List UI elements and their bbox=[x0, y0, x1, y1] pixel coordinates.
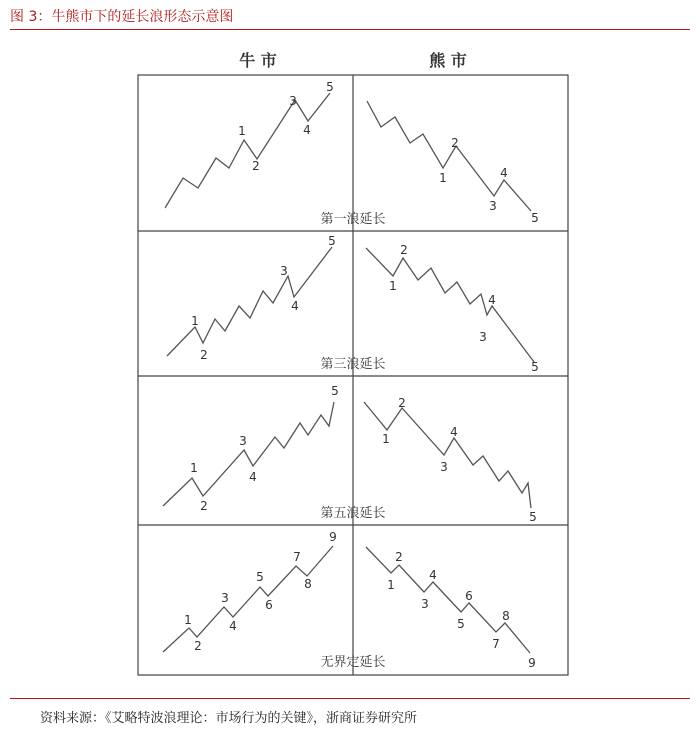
wave-label: 2 bbox=[451, 136, 459, 150]
wave-label: 2 bbox=[200, 499, 208, 513]
wave-label: 4 bbox=[291, 299, 299, 313]
wave-label: 9 bbox=[329, 530, 337, 544]
wave-label: 2 bbox=[400, 243, 408, 257]
wave-label: 5 bbox=[326, 80, 334, 94]
wave-label: 2 bbox=[252, 159, 260, 173]
wave-label: 4 bbox=[488, 293, 496, 307]
wave-label: 4 bbox=[500, 166, 508, 180]
wave-label: 4 bbox=[249, 470, 257, 484]
row-caption: 第五浪延长 bbox=[320, 506, 386, 521]
wave-label: 5 bbox=[531, 360, 539, 374]
bear-wave-line bbox=[366, 248, 534, 362]
wave-label: 3 bbox=[280, 264, 288, 278]
wave-label: 6 bbox=[465, 589, 473, 603]
bear-column-header: 熊 市 bbox=[429, 51, 467, 70]
wave-label: 3 bbox=[479, 330, 487, 344]
wave-label: 3 bbox=[289, 94, 297, 108]
row-caption: 第一浪延长 bbox=[320, 212, 386, 227]
wave-label: 2 bbox=[395, 550, 403, 564]
bear-wave-line bbox=[366, 547, 530, 653]
row-caption: 无界定延长 bbox=[320, 655, 386, 670]
wave-label: 1 bbox=[184, 613, 192, 627]
wave-label: 3 bbox=[489, 199, 497, 213]
wave-label: 3 bbox=[239, 434, 247, 448]
wave-label: 7 bbox=[293, 550, 301, 564]
wave-label: 3 bbox=[221, 591, 229, 605]
wave-label: 5 bbox=[457, 617, 465, 631]
wave-label: 1 bbox=[238, 124, 246, 138]
wave-label: 4 bbox=[303, 123, 311, 137]
wave-label: 8 bbox=[304, 577, 312, 591]
wave-label: 5 bbox=[529, 510, 537, 524]
wave-label: 3 bbox=[440, 460, 448, 474]
source-note: 资料来源：《艾略特波浪理论：市场行为的关键》，浙商证券研究所 bbox=[40, 711, 418, 726]
wave-label: 4 bbox=[429, 568, 437, 582]
bull-column-header: 牛 市 bbox=[239, 51, 277, 70]
wave-label: 1 bbox=[190, 461, 198, 475]
wave-label: 6 bbox=[265, 598, 273, 612]
wave-label: 4 bbox=[229, 619, 237, 633]
wave-label: 1 bbox=[439, 171, 447, 185]
wave-label: 9 bbox=[528, 656, 536, 670]
wave-label: 1 bbox=[389, 279, 397, 293]
wave-label: 5 bbox=[328, 234, 336, 248]
wave-label: 3 bbox=[421, 597, 429, 611]
row-caption: 第三浪延长 bbox=[320, 357, 386, 372]
wave-label: 7 bbox=[492, 637, 500, 651]
bull-wave-line bbox=[163, 402, 334, 506]
wave-label: 2 bbox=[194, 639, 202, 653]
wave-label: 1 bbox=[382, 432, 390, 446]
wave-label: 2 bbox=[200, 348, 208, 362]
wave-label: 4 bbox=[450, 425, 458, 439]
bull-wave-line bbox=[163, 546, 333, 652]
wave-label: 8 bbox=[502, 609, 510, 623]
wave-label: 5 bbox=[531, 211, 539, 225]
source-rule bbox=[10, 698, 690, 699]
wave-label: 5 bbox=[256, 570, 264, 584]
wave-label: 2 bbox=[398, 396, 406, 410]
wave-label: 5 bbox=[331, 384, 339, 398]
wave-label: 1 bbox=[387, 578, 395, 592]
figure-title: 图 3：牛熊市下的延长浪形态示意图 bbox=[10, 9, 234, 25]
bear-wave-line bbox=[364, 402, 531, 508]
wave-label: 1 bbox=[191, 314, 199, 328]
bear-wave-line bbox=[367, 101, 531, 211]
bull-wave-line bbox=[167, 247, 332, 356]
bull-wave-line bbox=[165, 93, 330, 208]
